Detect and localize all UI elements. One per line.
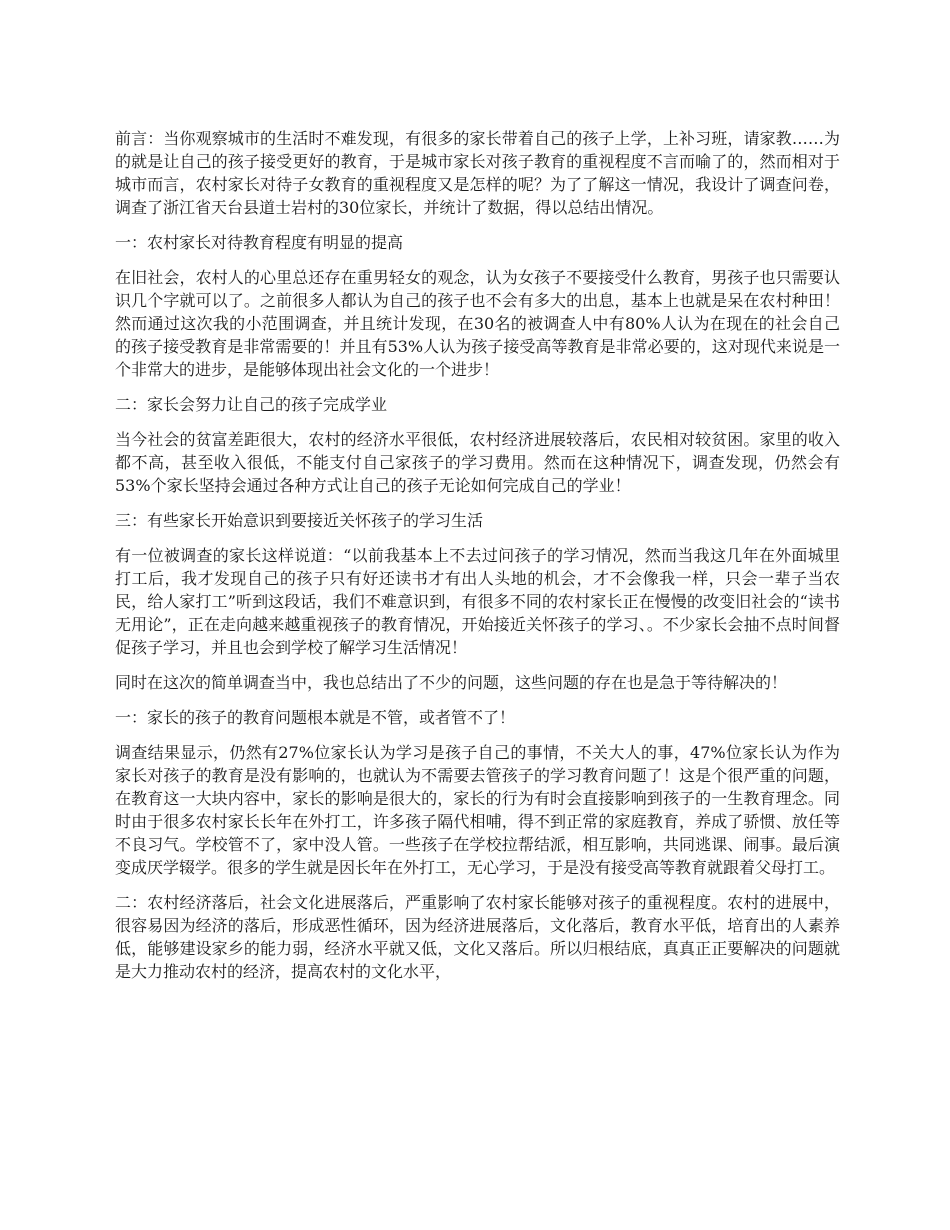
section-3-paragraph: 有一位被调查的家长这样说道：“以前我基本上不去过问孩子的学习情况，然而当我这几年在外面城里打工后，我才发现自己的孩子只有好还读书才有出人头地的机会，才不会像我一样，只会一辈子当农民，给人家打工”听到这段话，我们不难意识到，有很多不同的农村家长正在慢慢的改变旧社会的“读书无用论”，正在走向越来越重视孩子的教育情况，开始接近关怀孩子的学习、。不少家长会抽不点时间督促孩子学习，并且也会到学校了解学习生活情况！ (115, 546, 840, 657)
problem-2-paragraph: 二：农村经济落后，社会文化进展落后，严重影响了农村家长能够对孩子的重视程度。农村的进展中，很容易因为经济的落后，形成恶性循环，因为经济进展落后，文化落后，教育水平低，培育出的人素养低，能够建设家乡的能力弱，经济水平就又低，文化又落后。所以归根结底，真真正正要解决的问题就是大力推动农村的经济，提高农村的文化水平， (115, 893, 840, 981)
preface-paragraph: 前言：当你观察城市的生活时不难发现，有很多的家长带着自己的孩子上学，上补习班，请家教……为的就是让自己的孩子接受更好的教育，于是城市家长对孩子教育的重视程度不言而喻了的，然而相对于城市而言，农村家长对待子女教育的重视程度又是怎样的呢？为了了解这一情况，我设计了调查问卷，调查了浙江省天台县道士岩村的30位家长，并统计了数据，得以总结出情况。 (115, 129, 840, 217)
section-heading-2: 二：家长会努力让自己的孩子完成学业 (115, 395, 388, 414)
section-heading-1: 一：农村家长对待教育程度有明显的提高 (115, 233, 404, 252)
section-1-paragraph: 在旧社会，农村人的心里总还存在重男轻女的观念，认为女孩子不要接受什么教育，男孩子也只需要认识几个字就可以了。之前很多人都认为自己的孩子也不会有多大的出息，基本上也就是呆在农村种田！然而通过这次我的小范围调查，并且统计发现，在30名的被调查人中有80%人认为在现在的社会自己的孩子接受教育是非常需要的！并且有53%人认为孩子接受高等教育是非常必要的，这对现代来说是一个非常大的进步，是能够体现出社会文化的一个进步！ (115, 268, 840, 379)
problems-intro-paragraph: 同时在这次的简单调查当中，我也总结出了不少的问题，这些问题的存在也是急于等待解决的！ (115, 673, 788, 692)
section-heading-3: 三：有些家长开始意识到要接近关怀孩子的学习生活 (115, 511, 484, 530)
problem-1-paragraph: 调查结果显示，仍然有27%位家长认为学习是孩子自己的事情，不关大人的事，47%位家长认为作为家长对孩子的教育是没有影响的，也就认为不需要去管孩子的学习教育问题了！这是个很严重的问题，在教育这一大块内容中，家长的影响是很大的，家长的行为有时会直接影响到孩子的一生教育理念。同时由于很多农村家长长年在外打工，许多孩子隔代相哺，得不到正常的家庭教育，养成了骄惯、放任等不良习气。学校管不了，家中没人管。一些孩子在学校拉帮结派，相互影响，共同逃课、闹事。最后演变成厌学辍学。很多的学生就是因长年在外打工，无心学习，于是没有接受高等教育就跟着父母打工。 (115, 743, 840, 877)
document-page (115, 127, 840, 995)
section-2-paragraph: 当今社会的贫富差距很大，农村的经济水平很低，农村经济进展较落后，农民相对较贫困。家里的收入都不高，甚至收入很低，不能支付自己家孩子的学习费用。然而在这种情况下，调查发现，仍然会有53%个家长坚持会通过各种方式让自己的孩子无论如何完成自己的学业！ (115, 430, 840, 495)
problem-heading-1: 一：家长的孩子的教育问题根本就是不管，或者管不了！ (115, 708, 516, 727)
